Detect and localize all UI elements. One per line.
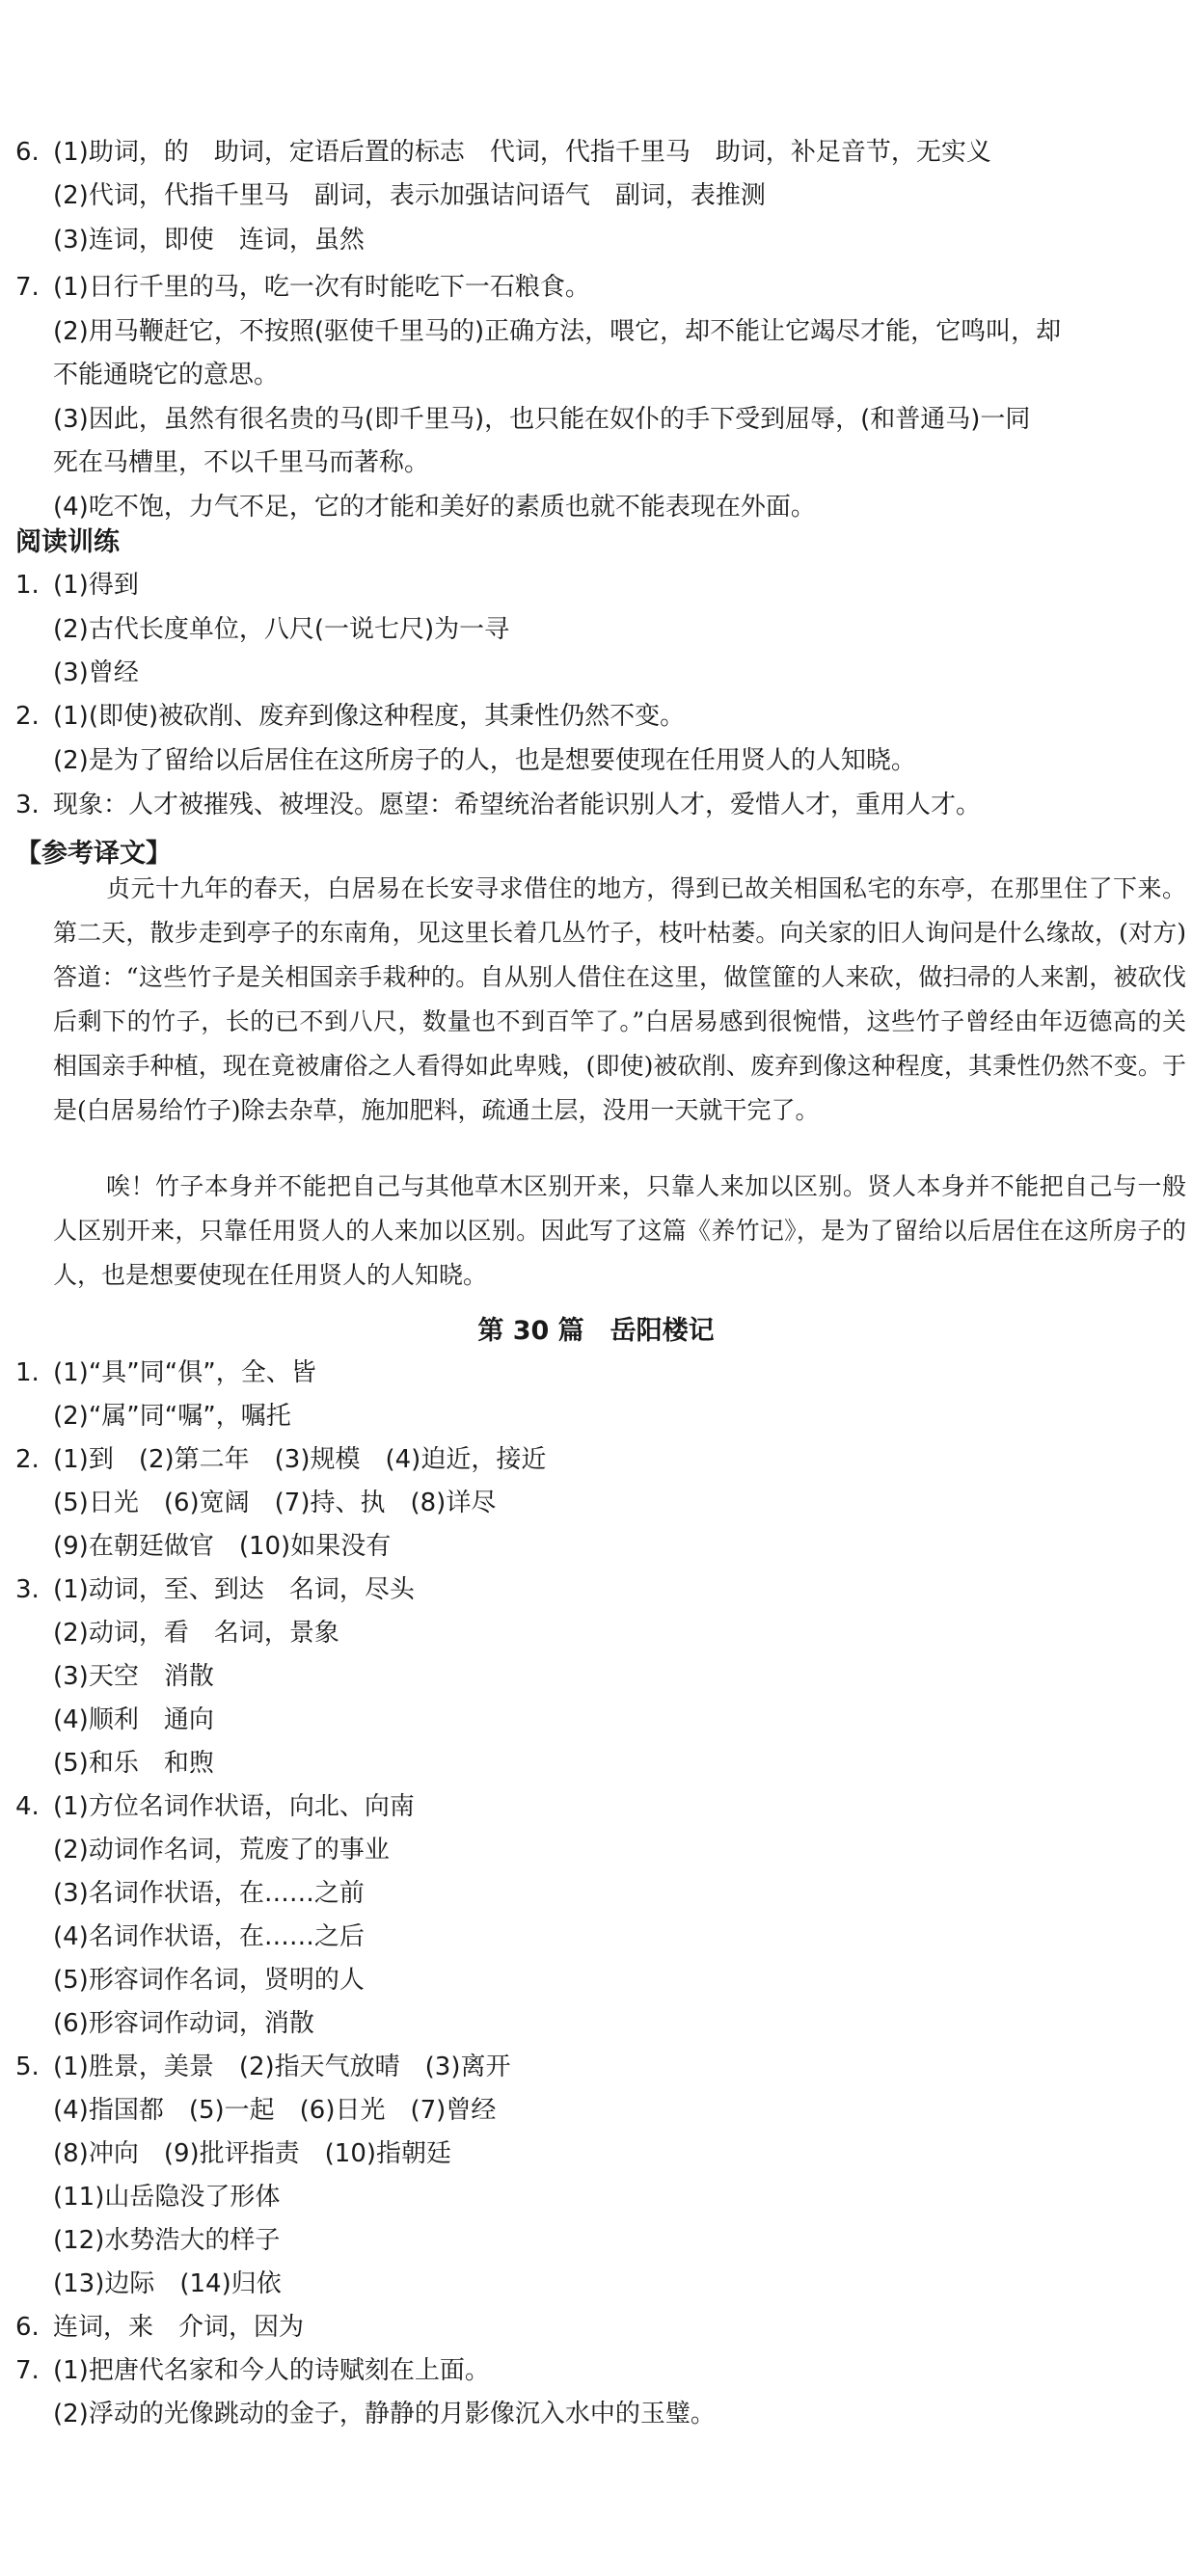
- answer-text: (5)和乐 和煦: [53, 1749, 214, 1778]
- answer-text: (2)动词作名词，荒废了的事业: [53, 1836, 390, 1865]
- answer-text: 连词，来 介词，因为: [53, 2313, 305, 2342]
- answer-text: (1)胜景，美景 (2)指天气放晴 (3)离开: [53, 2053, 511, 2081]
- translation-paragraph-1: 贞元十九年的春天，白居易在长安寻求借住的地方，得到已故关相国私宅的东亭，在那里住了下来。第二天，散步走到亭子的东南角，见这里长着几丛竹子，枝叶枯萎。向关家的旧人询问是什么缘故，(对方)答道：“这些竹子是关相国亲手栽种的。自从别人借住在这里，做筐篚的人来砍，做扫帚的人来割，被砍伐后剩下的竹子，长的已不到八尺，数量也不到百竿了。”白居易感到很惋惜，这些竹子曾经由年迈德高的关相国亲手种植，现在竟被庸俗之人看得如此卑贱，(即使)被砍削、废弃到像这种程度，其秉性仍然不变。于是(白居易给竹子)除去杂草，施加肥料，疏通土层，没用一天就干完了。: [53, 874, 1186, 1124]
- answer-text: (4)名词作状语，在……之后: [53, 1922, 365, 1951]
- answer-text: (2)动词，看 名词，景象: [53, 1619, 339, 1648]
- question-number: 6.: [15, 2313, 40, 2342]
- question-number: 2.: [15, 702, 40, 731]
- question-number: 1.: [15, 1358, 40, 1387]
- answer-text: (1)把唐代名家和今人的诗赋刻在上面。: [53, 2356, 490, 2385]
- answer-text: (1)方位名词作状语，向北、向南: [53, 1792, 415, 1821]
- reading-practice-heading: 阅读训练: [15, 527, 120, 557]
- answer-text: (1)助词，的 助词，定语后置的标志 代词，代指千里马 助词，补足音节，无实义: [53, 138, 991, 167]
- chapter-title: 第 30 篇 岳阳楼记: [477, 1316, 715, 1346]
- answer-text: (3)曾经: [53, 658, 139, 687]
- translation-paragraph-2: 唉！竹子本身并不能把自己与其他草木区别开来，只靠人来加以区别。贤人本身并不能把自己与一般人区别开来，只靠任用贤人的人来加以区别。因此写了这篇《养竹记》，是为了留给以后居住在这所房子的人，也是想要使现在任用贤人的人知晓。: [53, 1172, 1186, 1289]
- answer-text: (3)名词作状语，在……之前: [53, 1879, 365, 1908]
- question-number: 7.: [15, 273, 40, 302]
- answer-text: (4)指国都 (5)一起 (6)日光 (7)曾经: [53, 2096, 497, 2125]
- answer-text: 死在马槽里，不以千里马而著称。: [53, 448, 430, 477]
- answer-text: (2)代词，代指千里马 副词，表示加强诘问语气 副词，表推测: [53, 181, 766, 210]
- answer-text: (8)冲向 (9)批评指责 (10)指朝廷: [53, 2139, 452, 2168]
- answer-text: (1)“具”同“俱”，全、皆: [53, 1358, 316, 1387]
- answer-text: (5)形容词作名词，贤明的人: [53, 1966, 365, 1995]
- answer-text: (13)边际 (14)归依: [53, 2269, 282, 2298]
- answer-text: (1)得到: [53, 571, 139, 600]
- answer-text: (2)是为了留给以后居住在这所房子的人，也是想要使现在任用贤人的人知晓。: [53, 746, 916, 775]
- answer-text: (1)到 (2)第二年 (3)规模 (4)迫近，接近: [53, 1445, 547, 1474]
- question-number: 5.: [15, 2053, 40, 2081]
- answer-text: 不能通晓它的意思。: [53, 361, 280, 389]
- question-number: 6.: [15, 138, 40, 167]
- answer-text: (3)因此，虽然有很名贵的马(即千里马)，也只能在奴仆的手下受到屈辱，(和普通马)一同: [53, 405, 1031, 434]
- answer-text: (2)用马鞭赶它，不按照(驱使千里马的)正确方法，喂它，却不能让它竭尽才能，它鸣叫，却: [53, 317, 1062, 346]
- reference-translation-heading: 【参考译文】: [15, 839, 172, 869]
- answer-text: (2)古代长度单位，八尺(一说七尺)为一寻: [53, 615, 510, 644]
- answer-text: (3)连词，即使 连词，虽然: [53, 226, 365, 255]
- answer-text: (2)“属”同“嘱”，嘱托: [53, 1402, 291, 1431]
- answer-text: (4)吃不饱，力气不足，它的才能和美好的素质也就不能表现在外面。: [53, 493, 816, 522]
- question-number: 3.: [15, 791, 40, 819]
- answer-text: (6)形容词作动词，消散: [53, 2009, 314, 2038]
- answer-text: (4)顺利 通向: [53, 1705, 214, 1734]
- question-number: 1.: [15, 571, 40, 600]
- answer-text: (5)日光 (6)宽阔 (7)持、执 (8)详尽: [53, 1489, 497, 1517]
- answer-text: (11)山岳隐没了形体: [53, 2183, 281, 2212]
- answer-text: (3)天空 消散: [53, 1662, 214, 1691]
- answer-text: 现象：人才被摧残、被埋没。愿望：希望统治者能识别人才，爱惜人才，重用人才。: [53, 791, 982, 819]
- answer-text: (9)在朝廷做官 (10)如果没有: [53, 1532, 392, 1561]
- answer-text: (12)水势浩大的样子: [53, 2226, 281, 2255]
- answer-text: (1)(即使)被砍削、废弃到像这种程度，其秉性仍然不变。: [53, 702, 686, 731]
- question-number: 7.: [15, 2356, 40, 2385]
- question-number: 3.: [15, 1575, 40, 1604]
- question-number: 2.: [15, 1445, 40, 1474]
- answer-text: (2)浮动的光像跳动的金子，静静的月影像沉入水中的玉璧。: [53, 2400, 716, 2428]
- question-number: 4.: [15, 1792, 40, 1821]
- answer-text: (1)日行千里的马，吃一次有时能吃下一石粮食。: [53, 273, 590, 302]
- answer-text: (1)动词，至、到达 名词，尽头: [53, 1575, 415, 1604]
